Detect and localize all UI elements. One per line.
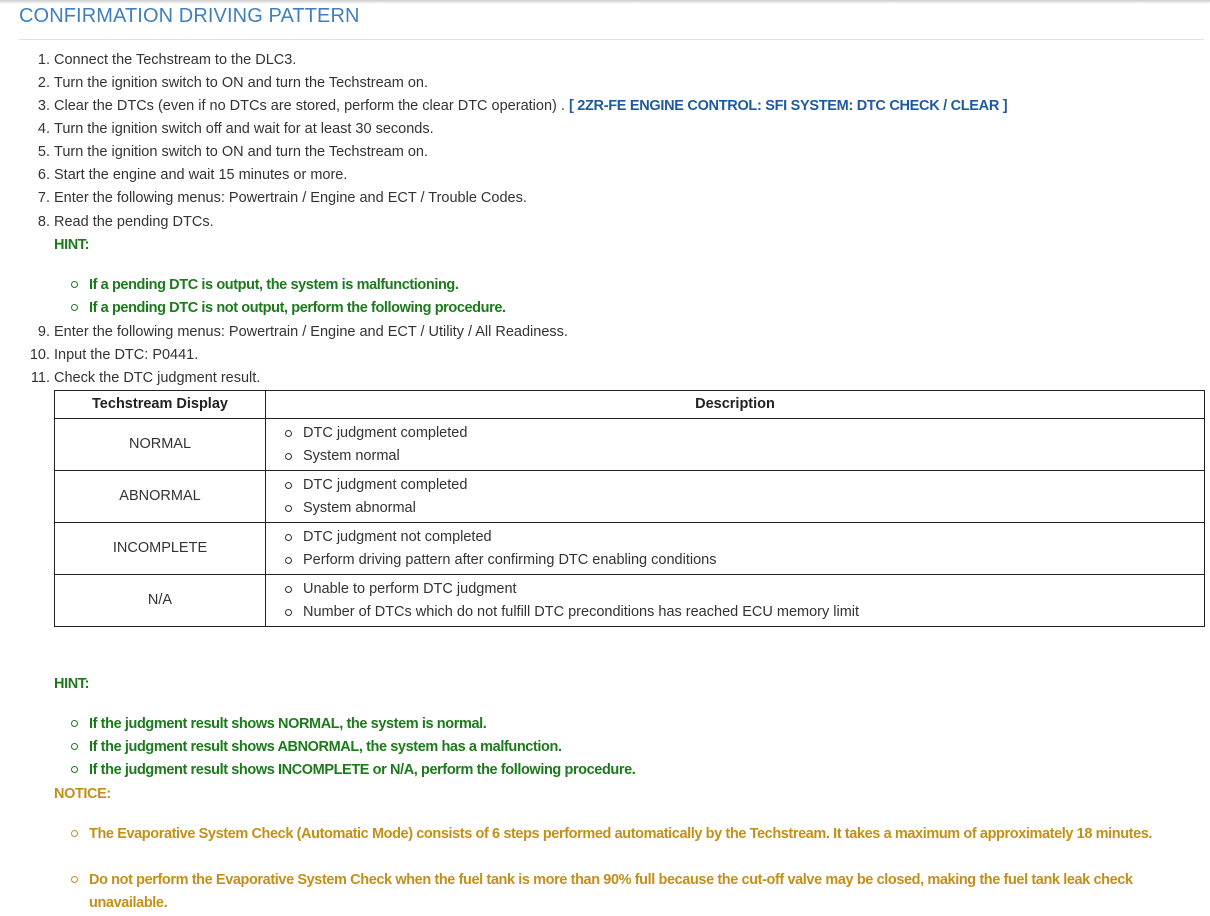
bullet-icon	[285, 505, 292, 512]
description-item	[284, 445, 1204, 468]
step-text	[54, 165, 347, 185]
description-item	[284, 601, 1204, 624]
step-number: 2.	[37, 75, 50, 91]
bullet-icon	[285, 430, 292, 437]
bullet-icon	[285, 609, 292, 616]
step-text-body: Input the DTC: P0441.	[54, 347, 199, 363]
step-text-body: Read the pending DTCs.	[54, 214, 214, 230]
step-number: 8.	[37, 214, 50, 230]
step-text-body: Turn the ignition switch off and wait for at least 30 seconds.	[54, 121, 434, 137]
step-text	[54, 142, 428, 162]
table-row	[55, 523, 1205, 575]
step-number: 4.	[37, 121, 50, 137]
description-cell	[266, 523, 1205, 575]
description-text: Perform driving pattern after confirming DTC enabling conditions	[303, 551, 717, 568]
step-text-body: Turn the ignition switch to ON and turn the Techstream on.	[54, 75, 428, 91]
step-text-body: Check the DTC judgment result.	[54, 370, 261, 386]
table-row	[55, 471, 1205, 523]
step-text	[54, 96, 1007, 116]
hint2-item: If the judgment result shows INCOMPLETE or N/A, perform the following procedure.	[89, 762, 636, 778]
notice-item: Do not perform the Evaporative System Check when the fuel tank is more than 90% full because the cut-off valve may be closed, making the fuel tank leak check unavailable.	[89, 872, 1133, 911]
hint1-label: HINT:	[54, 237, 90, 253]
description-cell	[266, 471, 1205, 523]
bullet-icon	[71, 830, 78, 837]
description-text: Unable to perform DTC judgment	[303, 580, 517, 597]
techstream-display-cell: ABNORMAL	[55, 471, 266, 523]
description-item	[284, 474, 1204, 497]
bullet-icon	[285, 586, 292, 593]
bullet-icon	[71, 304, 78, 311]
divider	[19, 39, 1204, 40]
table-header: Description	[266, 391, 1205, 419]
techstream-display-cell: N/A	[55, 575, 266, 627]
page-title: CONFIRMATION DRIVING PATTERN	[19, 5, 360, 27]
step-text	[54, 188, 527, 208]
bullet-icon	[71, 743, 78, 750]
step-text	[54, 368, 260, 388]
step-number: 3.	[37, 98, 50, 114]
bullet-icon	[285, 482, 292, 489]
description-cell	[266, 419, 1205, 471]
bullet-icon	[285, 534, 292, 541]
top-shadow	[0, 0, 1210, 4]
step-text-body: Turn the ignition switch to ON and turn the Techstream on.	[54, 144, 428, 160]
step-text-body: Connect the Techstream to the DLC3.	[54, 52, 297, 68]
techstream-display-cell: NORMAL	[55, 419, 266, 471]
step-number: 5.	[37, 144, 50, 160]
description-item	[284, 526, 1204, 549]
notice-label: NOTICE:	[54, 786, 111, 802]
description-item	[284, 578, 1204, 601]
description-item	[284, 549, 1204, 572]
step-text-body: Clear the DTCs (even if no DTCs are stored, perform the clear DTC operation) .	[54, 98, 569, 114]
step-number: 10.	[29, 347, 50, 363]
table-header: Techstream Display	[55, 391, 266, 419]
hint2-item: If the judgment result shows ABNORMAL, the system has a malfunction.	[89, 739, 562, 755]
step-text-body: Enter the following menus: Powertrain / Engine and ECT / Trouble Codes.	[54, 190, 527, 206]
step-number: 6.	[37, 167, 50, 183]
description-text: Number of DTCs which do not fulfill DTC preconditions has reached ECU memory limit	[303, 603, 860, 620]
step-text-body: Start the engine and wait 15 minutes or more.	[54, 167, 348, 183]
hint2-label: HINT:	[54, 676, 90, 692]
step-text-body: Enter the following menus: Powertrain / Engine and ECT / Utility / All Readiness.	[54, 324, 568, 340]
table-header-row	[55, 391, 1205, 419]
step-text	[54, 322, 568, 342]
table-row	[55, 575, 1205, 627]
description-text: DTC judgment completed	[303, 424, 468, 441]
step-text	[54, 73, 428, 93]
step-number: 1.	[37, 52, 50, 68]
dtc-check-clear-link[interactable]: [ 2ZR-FE ENGINE CONTROL: SFI SYSTEM: DTC CHECK / CLEAR ]	[568, 98, 1008, 114]
description-text: System abnormal	[303, 499, 416, 516]
table-row	[55, 419, 1205, 471]
bullet-icon	[285, 557, 292, 564]
step-text	[54, 50, 296, 70]
step-text	[54, 345, 198, 365]
description-text: DTC judgment completed	[303, 476, 468, 493]
step-number: 11.	[30, 370, 50, 386]
techstream-display-cell: INCOMPLETE	[55, 523, 266, 575]
description-text: System normal	[303, 447, 400, 464]
bullet-icon	[71, 281, 78, 288]
description-item	[284, 422, 1204, 445]
bullet-icon	[71, 766, 78, 773]
bullet-icon	[71, 720, 78, 727]
step-number: 9.	[37, 324, 50, 340]
dtc-judgment-table	[54, 390, 1205, 627]
description-text: DTC judgment not completed	[303, 528, 492, 545]
step-text	[54, 119, 434, 139]
hint1-item: If a pending DTC is output, the system is malfunctioning.	[89, 277, 459, 293]
bullet-icon	[285, 453, 292, 460]
description-cell	[266, 575, 1205, 627]
hint1-item: If a pending DTC is not output, perform the following procedure.	[89, 300, 506, 316]
hint2-item: If the judgment result shows NORMAL, the system is normal.	[89, 716, 487, 732]
description-item	[284, 497, 1204, 520]
step-number: 7.	[37, 190, 50, 206]
step-text	[54, 212, 214, 232]
notice-item: The Evaporative System Check (Automatic Mode) consists of 6 steps performed automatically by the Techstream. It takes a maximum of approximately 18 minutes.	[89, 826, 1153, 842]
bullet-icon	[71, 876, 78, 883]
